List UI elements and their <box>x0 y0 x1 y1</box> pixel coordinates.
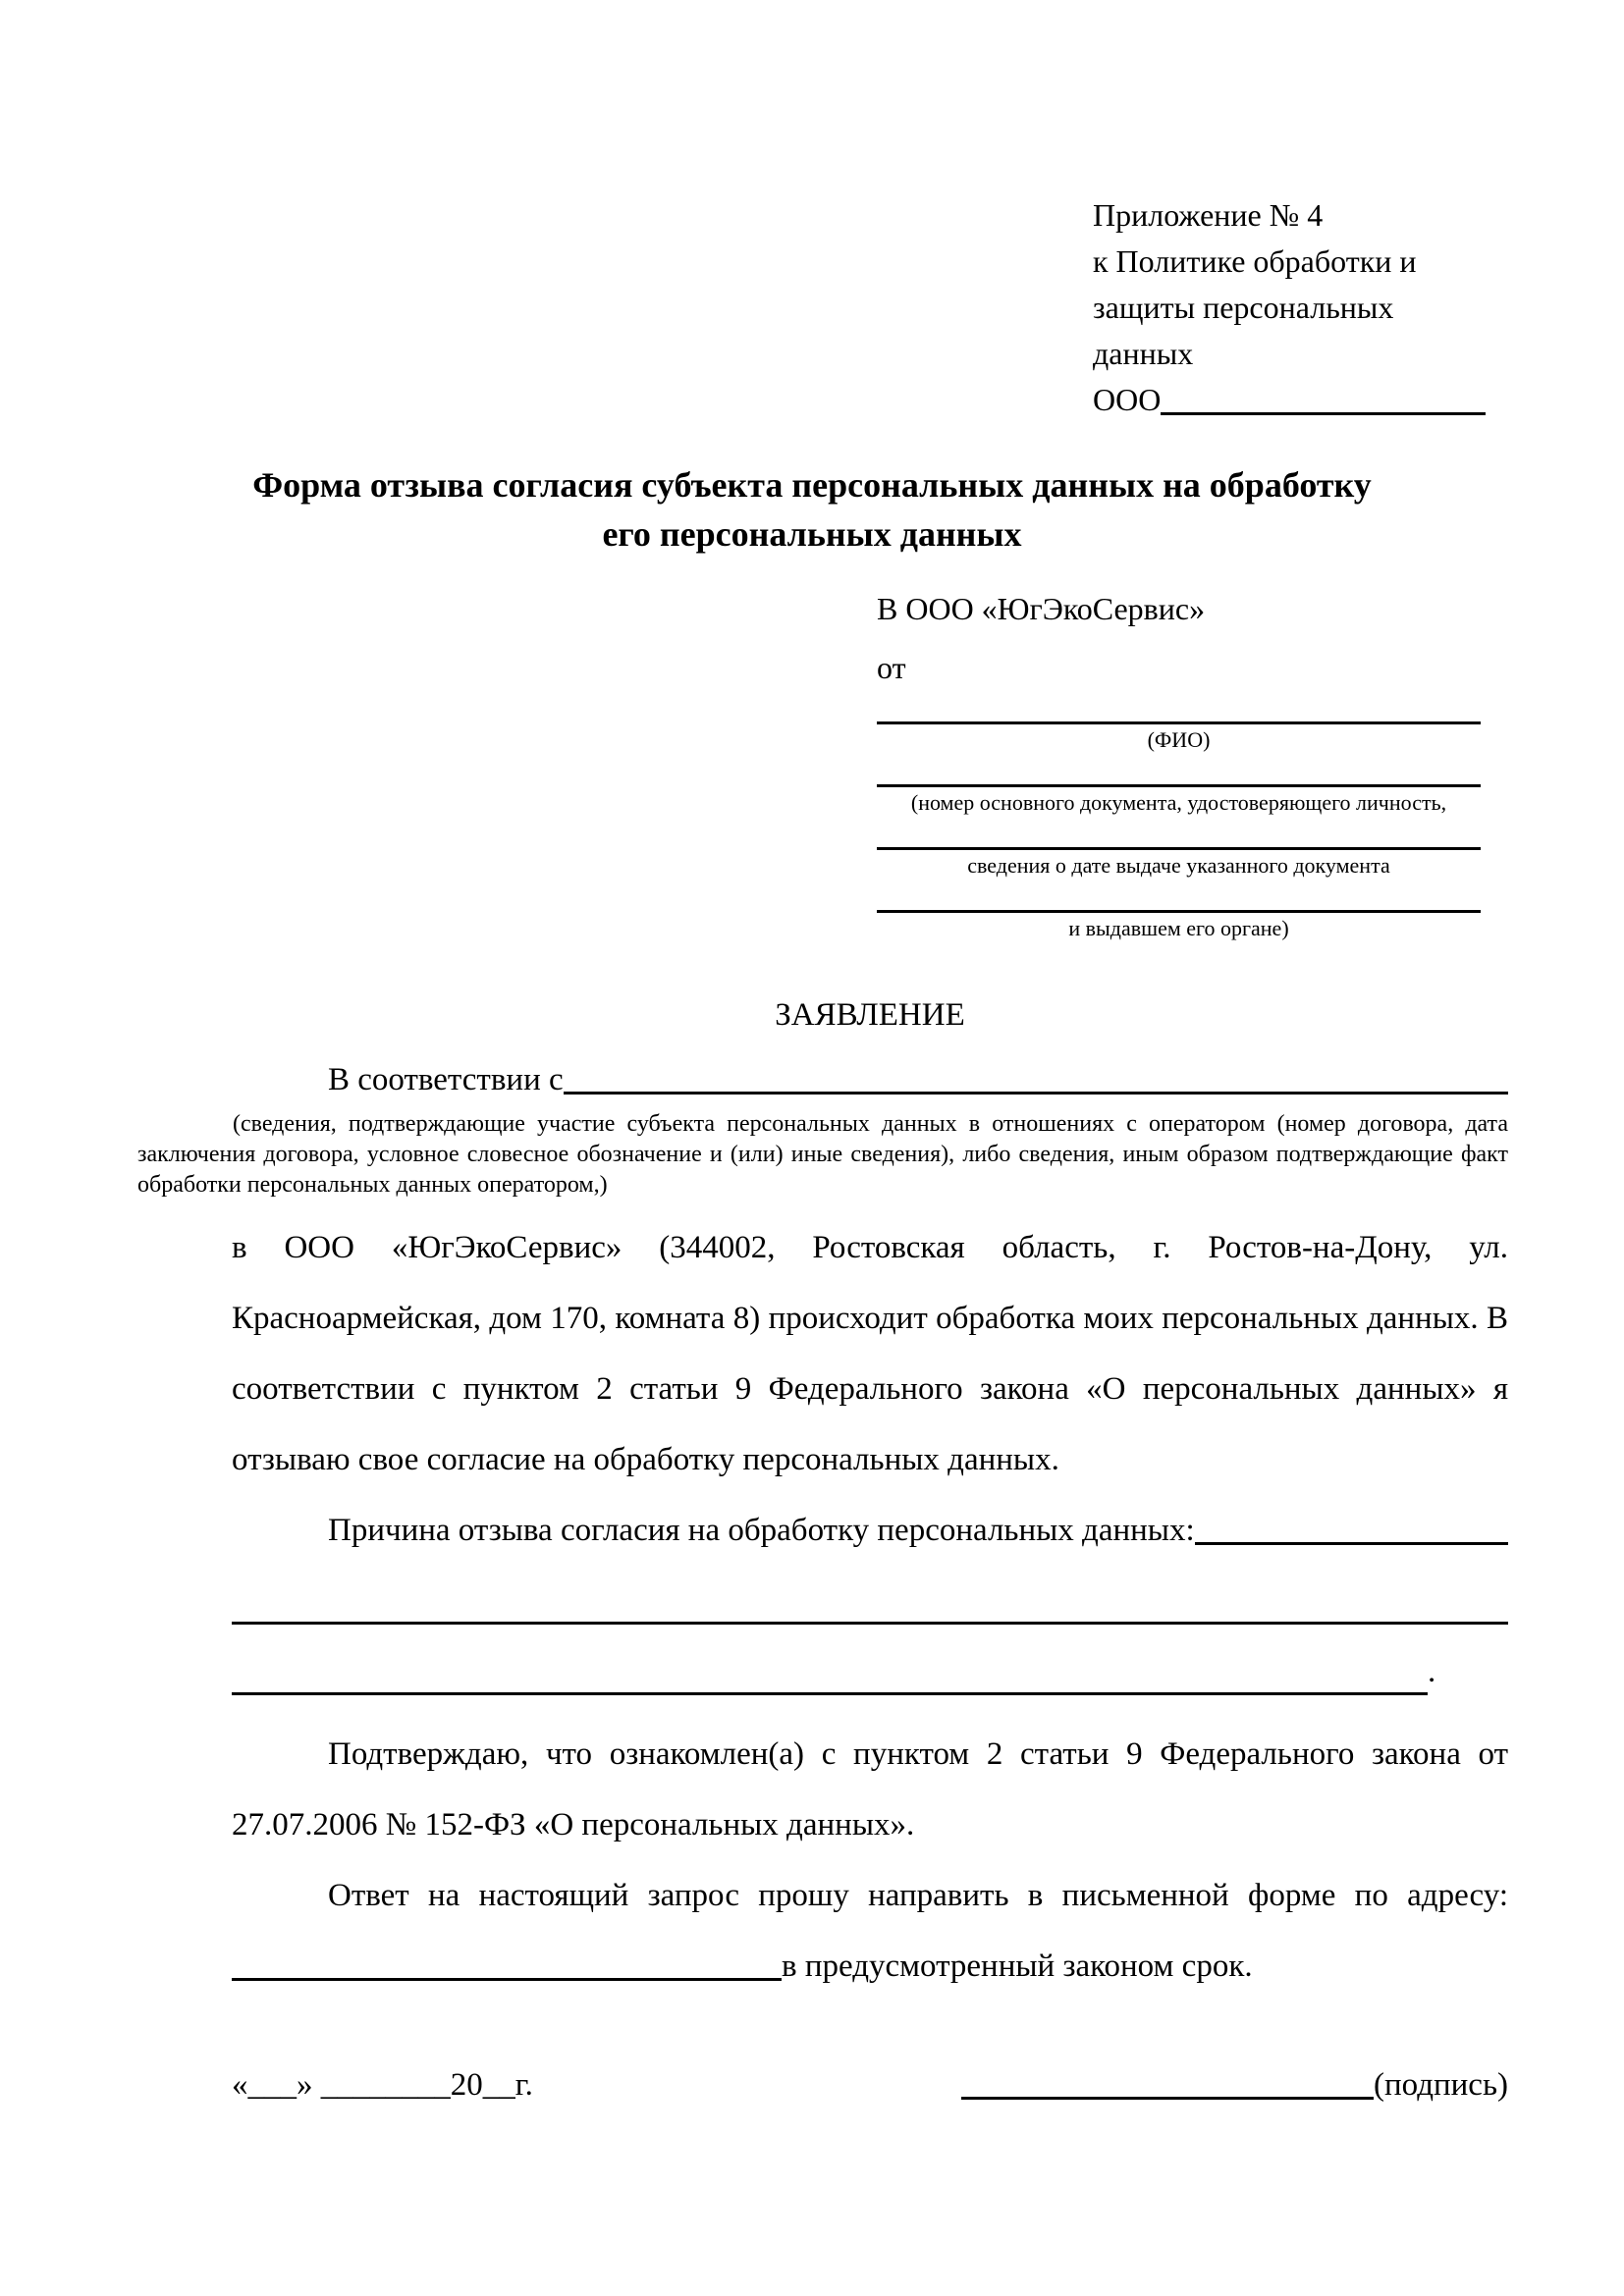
document-title <box>116 460 1508 559</box>
document-title-line-2: его персональных данных <box>602 514 1022 554</box>
reply-lead: Ответ на настоящий запрос прошу направить в письменной форме по адресу: <box>328 1878 1508 1913</box>
fio-field <box>877 721 1481 753</box>
ooo-label: ООО <box>1093 382 1162 417</box>
statement-heading: ЗАЯВЛЕНИЕ <box>775 997 965 1033</box>
issue-date-field <box>877 847 1481 879</box>
fio-caption: (ФИО) <box>1147 727 1211 752</box>
addressee-block <box>877 586 1481 941</box>
reason-blank-row-2 <box>232 1566 1508 1636</box>
issuing-authority-caption: и выдавшем его органе) <box>1068 916 1289 940</box>
reason-period: . <box>1428 1654 1436 1689</box>
reason-label: Причина отзыва согласия на обработку персональных данных: <box>328 1513 1195 1548</box>
reply-address-blank-line <box>232 1978 782 1981</box>
signature-blank-line <box>961 2097 1374 2100</box>
ooo-blank-line <box>1161 412 1486 415</box>
appendix-line-2: к Политике обработки и <box>1093 243 1417 279</box>
signature-caption: (подпись) <box>1374 2067 1508 2103</box>
intro-lead: В соответствии с <box>328 1062 564 1097</box>
intro-caption: (сведения, подтверждающие участие субъекта персональных данных в отношениях с оператором (номер договора, дата заключения договора, условное словесное обозначение и (или) иные сведения), либо сведения, иным образом подтверждающие факт обработки персональных данных оператором,) <box>137 1111 1508 1198</box>
addressee-company: В ООО «ЮгЭкоСервис» <box>877 591 1206 626</box>
reason-row <box>232 1495 1508 1566</box>
appendix-note <box>1093 192 1486 423</box>
appendix-line-3: защиты персональных данных <box>1093 290 1394 371</box>
document-number-blank-line <box>877 784 1481 787</box>
signature-group <box>961 2062 1508 2109</box>
appendix-ooo-row <box>1093 377 1486 423</box>
document-number-field <box>877 784 1481 816</box>
reason-blank-line-3 <box>232 1692 1428 1695</box>
from-label: от <box>877 650 906 685</box>
appendix-line-1: Приложение № 4 <box>1093 197 1324 233</box>
confirm-paragraph: Подтверждаю, что ознакомлен(а) с пунктом 2 статьи 9 Федерального закона от 27.07.2006 № 152-ФЗ «О персональных данных». <box>232 1736 1508 1842</box>
intro-row <box>232 1050 1508 1109</box>
reply-paragraph <box>232 1860 1508 2002</box>
issuing-authority-field <box>877 910 1481 941</box>
reply-tail: в предусмотренный законом срок. <box>782 1949 1253 1984</box>
issue-date-blank-line <box>877 847 1481 850</box>
reason-blank-line-1 <box>1195 1542 1508 1545</box>
fio-blank-line <box>877 721 1481 724</box>
document-number-caption: (номер основного документа, удостоверяющего личность, <box>910 790 1447 815</box>
date-line: «___» ________20__г. <box>232 2067 533 2103</box>
issue-date-caption: сведения о дате выдаче указанного документа <box>967 853 1390 878</box>
reason-blank-row-3 <box>232 1636 1508 1707</box>
intro-blank-line <box>564 1092 1508 1095</box>
reason-blank-line-2 <box>232 1622 1508 1625</box>
body-paragraph: в ООО «ЮгЭкоСервис» (344002, Ростовская область, г. Ростов-на-Дону, ул. Красноармейская, дом 170, комната 8) происходит обработка моих персональных данных. В соответствии с пунктом 2 статьи 9 Федерального закона «О персональных данных» я отзываю свое согласие на обработку персональных данных. <box>232 1230 1508 1477</box>
signature-footer <box>232 2062 1508 2109</box>
issuing-authority-blank-line <box>877 910 1481 913</box>
document-title-line-1: Форма отзыва согласия субъекта персональных данных на обработку <box>252 465 1372 505</box>
